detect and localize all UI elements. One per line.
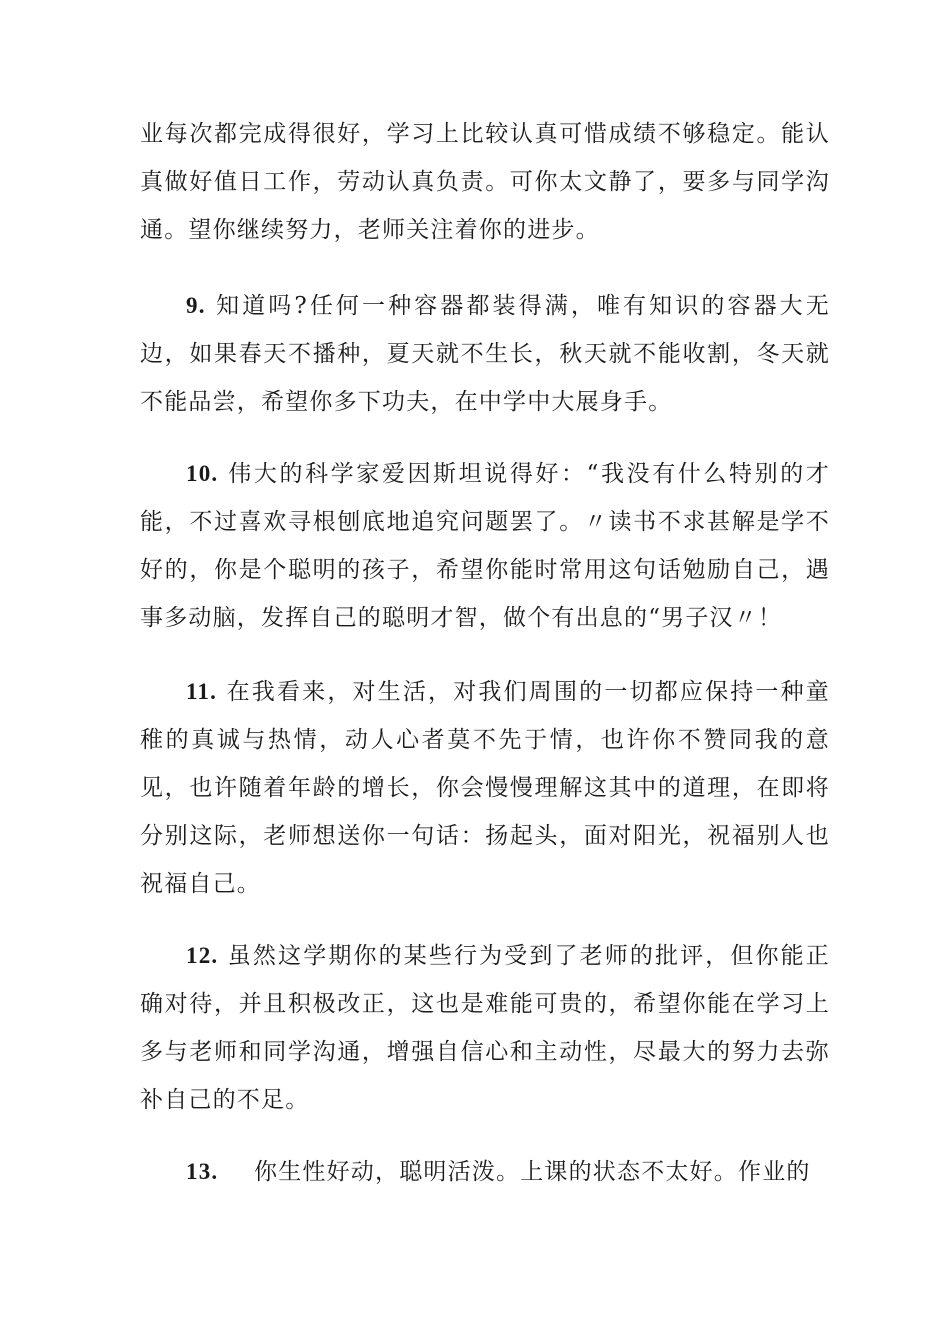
paragraph-text: 你生性好动，聪明活泼。上课的状态不太好。作业的 [254,1159,811,1185]
paragraph-continued [140,110,830,254]
paragraph-number: 9. [186,293,206,318]
paragraph-text: 在我看来，对生活，对我们周围的一切都应保持一种童稚的真诚与热情，动人心者莫不先于情，也许你不赞同我的意见，也许随着年龄的增长，你会慢慢理解这其中的道理，在即将分别这际，老师想送你一句话：扬起头，面对阳光，祝福别人也祝福自己。 [140,679,830,897]
paragraph-text: 知道吗?任何一种容器都装得满，唯有知识的容器大无边，如果春天不播种，夏天就不生长，秋天就不能收割，冬天就不能品尝，希望你多下功夫，在中学中大展身手。 [140,293,830,415]
paragraph-number: 13. [186,1159,219,1184]
paragraph-text: 业每次都完成得很好，学习上比较认真可惜成绩不够稳定。能认真做好值日工作，劳动认真负责。可你太文静了，要多与同学沟通。望你继续努力，老师关注着你的进步。 [140,121,830,243]
paragraph-number: 12. [186,943,219,968]
paragraph-11 [140,668,830,908]
paragraph-9 [140,282,830,426]
paragraph-number: 10. [186,461,219,486]
paragraph-number: 11. [186,679,218,704]
paragraph-12 [140,932,830,1124]
paragraph-text: 虽然这学期你的某些行为受到了老师的批评，但你能正确对待，并且积极改正，这也是难能可贵的，希望你能在学习上多与老师和同学沟通，增强自信心和主动性，尽最大的努力去弥补自己的不足。 [140,943,830,1113]
paragraph-13 [140,1148,830,1196]
paragraph-text: 伟大的科学家爱因斯坦说得好：“我没有什么特别的才能，不过喜欢寻根刨底地追究问题罢了。〃读书不求甚解是学不好的，你是个聪明的孩子，希望你能时常用这句话勉励自己，遇事多动脑，发挥自己的聪明才智，做个有出息的“男子汉〃！ [140,461,830,631]
paragraph-10 [140,450,830,642]
